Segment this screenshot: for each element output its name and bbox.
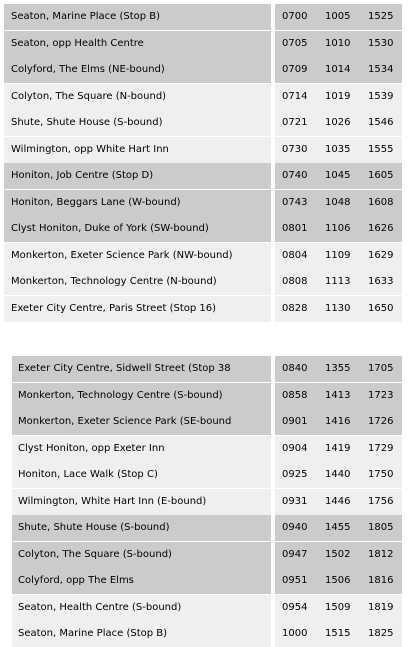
departure-time: 1509 [325, 601, 351, 613]
departure-times [275, 356, 402, 382]
stop-name: Wilmington, White Hart Inn (E-bound) [12, 489, 271, 515]
departure-time: 0740 [282, 170, 308, 181]
departure-time: 1109 [325, 249, 351, 261]
departure-time: 0947 [282, 548, 308, 560]
departure-time: 1825 [368, 628, 394, 639]
departure-time: 1650 [368, 302, 394, 314]
stop-name: Seaton, opp Health Centre [4, 31, 271, 57]
departure-time: 1502 [325, 548, 351, 560]
departure-times [275, 383, 402, 409]
stop-name: Exeter City Centre, Sidwell Street (Stop 38 [12, 356, 271, 382]
departure-times [275, 137, 402, 163]
departure-time: 1455 [325, 522, 351, 533]
departure-time: 1506 [325, 575, 351, 586]
departure-time: 1555 [368, 143, 394, 155]
departure-time: 1812 [368, 548, 394, 560]
stop-name: Honiton, Beggars Lane (W-bound) [4, 190, 271, 216]
stop-name: Clyst Honiton, opp Exeter Inn [12, 436, 271, 462]
departure-time: 0931 [282, 495, 308, 507]
departure-time: 0721 [282, 117, 308, 128]
departure-time: 1534 [368, 64, 394, 75]
departure-time: 1819 [368, 601, 394, 613]
departure-time: 1633 [368, 276, 394, 287]
stop-name: Honiton, Lace Walk (Stop C) [12, 462, 271, 488]
departure-time: 0925 [282, 469, 308, 480]
departure-time: 1515 [325, 628, 351, 639]
departure-time: 1726 [368, 416, 394, 427]
departure-time: 1756 [368, 495, 394, 507]
departure-times [275, 568, 402, 594]
departure-time: 0804 [282, 249, 308, 261]
stop-name: Colyford, opp The Elms [12, 568, 271, 594]
departure-time: 0840 [282, 363, 308, 374]
departure-times [275, 243, 402, 269]
stop-name: Colyton, The Square (N-bound) [4, 84, 271, 110]
departure-times [275, 542, 402, 568]
departure-times [275, 269, 402, 295]
departure-times [275, 110, 402, 136]
stop-name: Monkerton, Technology Centre (S-bound) [12, 383, 271, 409]
departure-time: 0904 [282, 442, 308, 454]
departure-times [275, 621, 402, 647]
departure-time: 1525 [368, 11, 394, 22]
departure-time: 1413 [325, 389, 351, 401]
departure-times [275, 163, 402, 189]
departure-time: 1816 [368, 575, 394, 586]
departure-time: 1005 [325, 11, 351, 22]
departure-time: 1045 [325, 170, 351, 181]
departure-time: 0828 [282, 302, 308, 314]
departure-times [275, 436, 402, 462]
departure-times [275, 190, 402, 216]
stop-name: Seaton, Health Centre (S-bound) [12, 595, 271, 621]
departure-time: 1000 [282, 628, 308, 639]
departure-time: 1608 [368, 196, 394, 208]
stop-name: Monkerton, Exeter Science Park (NW-bound) [4, 243, 271, 269]
stop-name: Shute, Shute House (S-bound) [4, 110, 271, 136]
departure-time: 0801 [282, 223, 308, 234]
departure-time: 1805 [368, 522, 394, 533]
departure-time: 1440 [325, 469, 351, 480]
departure-time: 0901 [282, 416, 308, 427]
departure-time: 0954 [282, 601, 308, 613]
departure-time: 1416 [325, 416, 351, 427]
departure-time: 0700 [282, 11, 308, 22]
departure-time: 1113 [325, 276, 351, 287]
departure-time: 1130 [325, 302, 351, 314]
departure-time: 1539 [368, 90, 394, 102]
departure-time: 1626 [368, 223, 394, 234]
departure-times [275, 216, 402, 242]
departure-time: 1723 [368, 389, 394, 401]
departure-time: 1019 [325, 90, 351, 102]
departure-time: 1048 [325, 196, 351, 208]
departure-time: 1629 [368, 249, 394, 261]
departure-time: 0951 [282, 575, 308, 586]
stop-name: Seaton, Marine Place (Stop B) [4, 4, 271, 30]
departure-time: 0705 [282, 37, 308, 49]
departure-time: 1419 [325, 442, 351, 454]
departure-times [275, 57, 402, 83]
departure-time: 0940 [282, 522, 308, 533]
departure-time: 1705 [368, 363, 394, 374]
stop-name: Wilmington, opp White Hart Inn [4, 137, 271, 163]
stop-name: Monkerton, Technology Centre (N-bound) [4, 269, 271, 295]
departure-times [275, 462, 402, 488]
stop-name: Honiton, Job Centre (Stop D) [4, 163, 271, 189]
departure-times [275, 31, 402, 57]
departure-time: 0743 [282, 196, 308, 208]
departure-times [275, 489, 402, 515]
departure-time: 1446 [325, 495, 351, 507]
departure-time: 1729 [368, 442, 394, 454]
departure-times [275, 4, 402, 30]
departure-time: 1010 [325, 37, 351, 49]
stop-name: Monkerton, Exeter Science Park (SE-bound [12, 409, 271, 435]
stop-name: Seaton, Marine Place (Stop B) [12, 621, 271, 647]
departure-time: 0709 [282, 64, 308, 75]
departure-time: 1035 [325, 143, 351, 155]
departure-time: 1026 [325, 117, 351, 128]
departure-times [275, 409, 402, 435]
departure-time: 0730 [282, 143, 308, 155]
stop-name: Clyst Honiton, Duke of York (SW-bound) [4, 216, 271, 242]
departure-times [275, 296, 402, 322]
departure-time: 1355 [325, 363, 351, 374]
departure-time: 1605 [368, 170, 394, 181]
stop-name: Exeter City Centre, Paris Street (Stop 16) [4, 296, 271, 322]
departure-time: 0714 [282, 90, 308, 102]
departure-time: 1106 [325, 223, 351, 234]
departure-times [275, 595, 402, 621]
departure-time: 1530 [368, 37, 394, 49]
stop-name: Colyton, The Square (S-bound) [12, 542, 271, 568]
departure-times [275, 84, 402, 110]
departure-times [275, 515, 402, 541]
departure-time: 1546 [368, 117, 394, 128]
departure-time: 0808 [282, 276, 308, 287]
departure-time: 0858 [282, 389, 308, 401]
departure-time: 1750 [368, 469, 394, 480]
stop-name: Shute, Shute House (S-bound) [12, 515, 271, 541]
departure-time: 1014 [325, 64, 351, 75]
stop-name: Colyford, The Elms (NE-bound) [4, 57, 271, 83]
